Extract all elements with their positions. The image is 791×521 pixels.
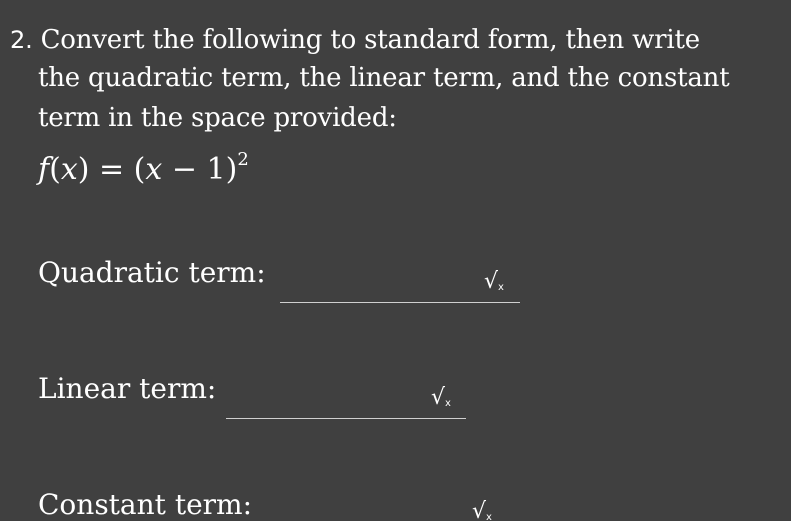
question-number: 2. [10,26,33,54]
formula: $f(x) = (x - 1)^2$ [38,149,249,187]
sqrt-icon[interactable]: √x [431,385,451,410]
question-line-2: the quadratic term, the linear term, and the constant [38,63,730,93]
question-line-1 [10,24,700,56]
quadratic-term-label: Quadratic term: [38,256,266,289]
sqrt-icon[interactable]: √x [472,499,492,521]
formula-minus: − [171,152,197,187]
formula-inner-variable: x [145,152,163,187]
constant-term-label: Constant term: [38,488,253,521]
formula-equals: = [99,152,125,187]
sqrt-icon[interactable]: √x [484,269,504,294]
formula-constant: 1 [206,152,226,187]
formula-variable: x [60,152,78,187]
question-line-1-text: Convert the following to standard form, then write [40,25,700,55]
question-line-3: term in the space provided: [38,103,397,133]
linear-term-label: Linear term: [38,372,217,405]
formula-function: f [38,152,50,187]
linear-term-input[interactable] [226,385,466,419]
formula-exponent: 2 [237,149,249,170]
